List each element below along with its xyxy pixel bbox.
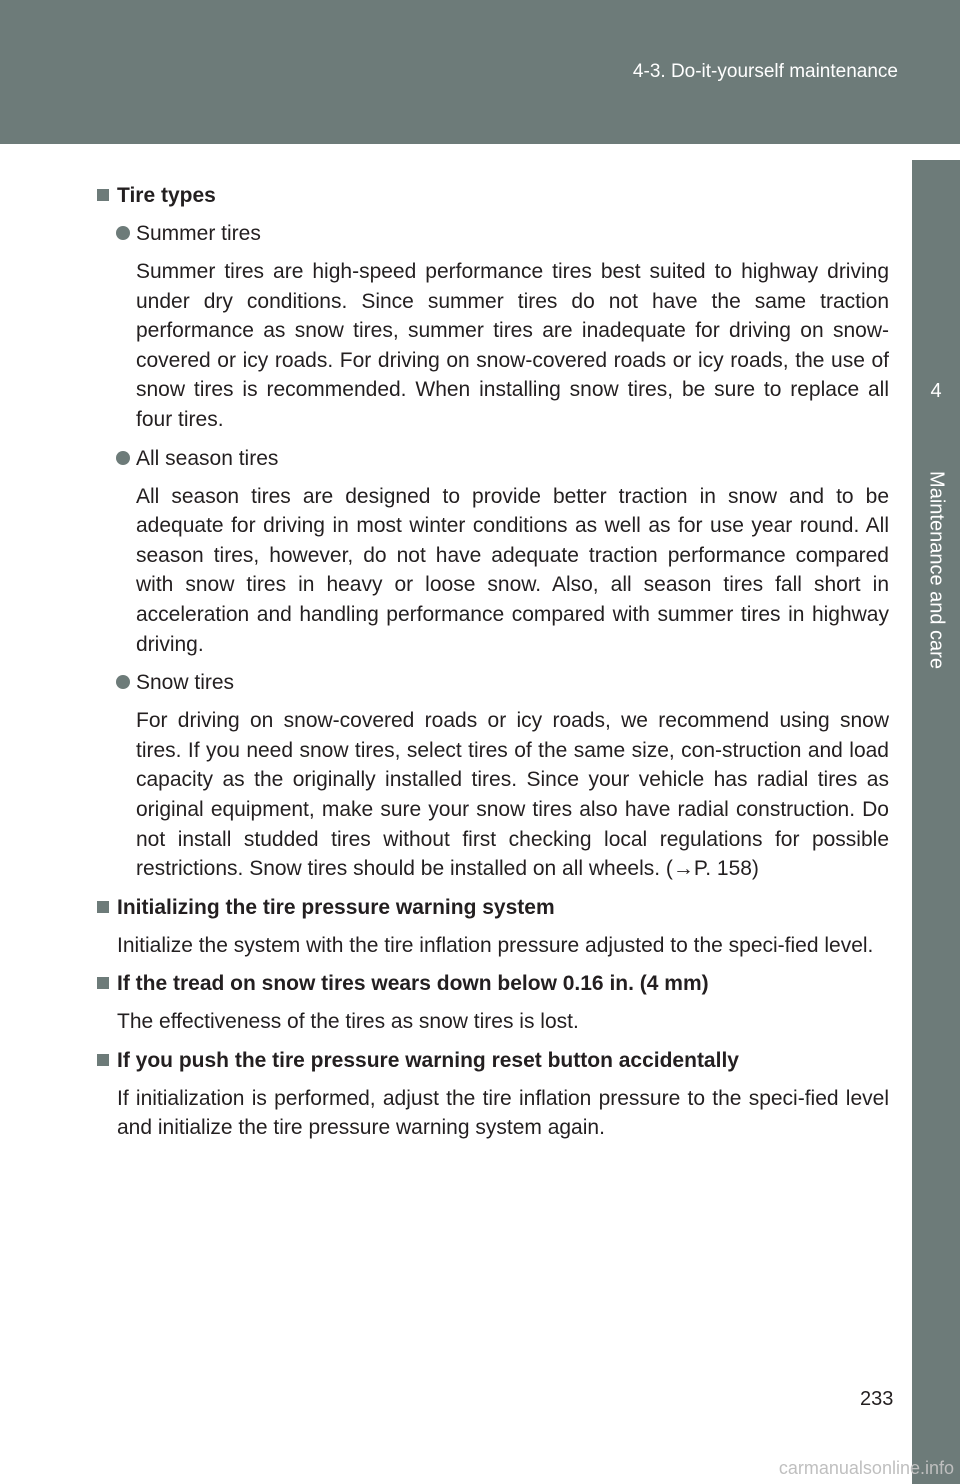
circle-bullet-icon [116, 675, 130, 689]
section-heading-tread: If the tread on snow tires wears down below 0.16 in. (4 mm) [97, 969, 889, 998]
chapter-number: 4 [930, 380, 942, 402]
snow-tires-text: For driving on snow-covered roads or icy roads, we recommend using snow tires. If you need snow tires, select tires of the same size, con-struction and load capacity as the originally installed tires. Since your vehicle has radial tires as original equipment, make sure your snow tires also have radial construction. Do not install studded tires without first checking local regulations for possible restrictions. Snow tires should be installed on all wheels. (→P. 158) [136, 709, 889, 881]
subheading-snow-tires: Snow tires [97, 668, 889, 697]
page-content [97, 181, 889, 1152]
square-bullet-icon [97, 1054, 109, 1066]
subheading-summer-tires: Summer tires [97, 219, 889, 248]
circle-bullet-icon [116, 451, 130, 465]
section-heading-reset-button: If you push the tire pressure warning reset button accidentally [97, 1046, 889, 1075]
initializing-text: Initialize the system with the tire inflation pressure adjusted to the speci-fied level. [117, 933, 874, 957]
square-bullet-icon [97, 189, 109, 201]
section-title: 4-3. Do-it-yourself maintenance [632, 61, 898, 82]
chapter-tab [912, 144, 960, 1484]
header-bar [0, 0, 960, 144]
tread-text: The effectiveness of the tires as snow tires is lost. [117, 1010, 579, 1034]
reset-button-text: If initialization is performed, adjust the tire inflation pressure to the speci-fied level and initialize the tire pressure warning system again. [117, 1086, 889, 1140]
page-number: 233 [860, 1388, 894, 1410]
section-heading-tire-types: Tire types [97, 181, 889, 210]
section-heading-initializing: Initializing the tire pressure warning system [97, 893, 889, 922]
tab-divider [912, 144, 960, 160]
square-bullet-icon [97, 977, 109, 989]
all-season-tires-text: All season tires are designed to provide better traction in snow and to be adequate for driving in most winter conditions as well as for use year round. All season tires, however, do not have adequate traction performance compared with snow tires in heavy or loose snow. Also, all season tires fall short in acceleration and handling performance compared with summer tires in highway driving. [136, 484, 889, 656]
subheading-all-season-tires: All season tires [97, 444, 889, 473]
circle-bullet-icon [116, 226, 130, 240]
watermark: carmanualsonline.info [778, 1458, 954, 1478]
square-bullet-icon [97, 901, 109, 913]
chapter-title: Maintenance and care [925, 471, 948, 669]
summer-tires-text: Summer tires are high-speed performance tires best suited to highway driving under dry conditions. Since summer tires do not have the same traction performance as snow tires, summer tires are inadequate for driving on snow-covered or icy roads. For driving on snow-covered roads or icy roads, the use of snow tires is recommended. When installing snow tires, be sure to replace all four tires. [136, 260, 889, 431]
